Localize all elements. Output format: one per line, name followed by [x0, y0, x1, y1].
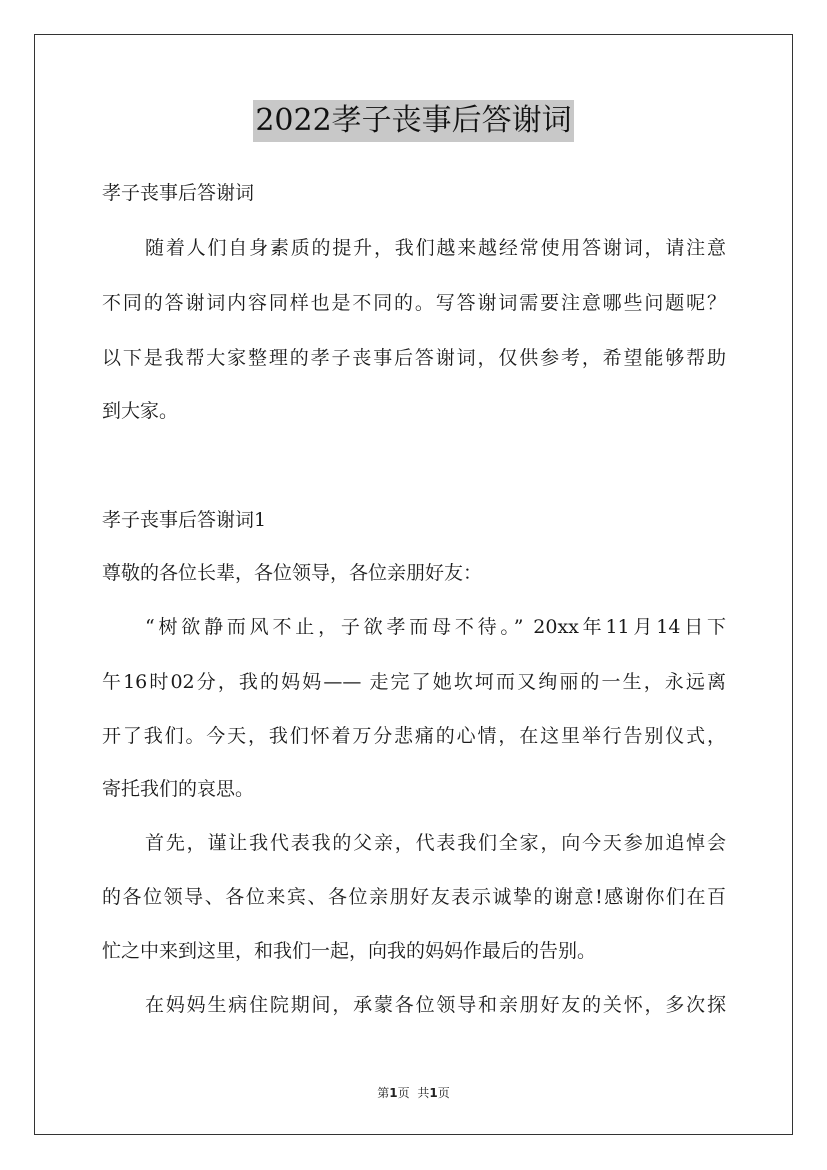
page-footer — [0, 1084, 827, 1101]
para1-line-3: 开了我们。今天，我们怀着万分悲痛的心情，在这里举行告别仪式， — [102, 725, 726, 747]
page-label-prefix: 第 — [377, 1086, 390, 1100]
intro-line-4: 到大家。 — [102, 400, 179, 422]
page-number: 1 — [389, 1086, 398, 1100]
intro-line-1: 随着人们自身素质的提升，我们越来越经常使用答谢词，请注意 — [145, 237, 726, 259]
total-pages: 1 — [429, 1086, 438, 1100]
intro-line-3: 以下是我帮大家整理的孝子丧事后答谢词，仅供参考，希望能够帮助 — [102, 347, 726, 369]
para1-line-4: 寄托我们的哀思。 — [102, 778, 255, 800]
salutation: 尊敬的各位长辈，各位领导，各位亲朋好友： — [102, 562, 483, 584]
section-heading: 孝子丧事后答谢词1 — [102, 509, 267, 531]
para1-line-2: 午16时02分，我的妈妈—— 走完了她坎坷而又绚丽的一生，永远离 — [102, 671, 726, 693]
document-subtitle: 孝子丧事后答谢词 — [102, 182, 255, 204]
intro-line-2: 不同的答谢词内容同样也是不同的。写答谢词需要注意哪些问题呢？ — [102, 292, 726, 314]
para2-line-3: 忙之中来到这里，和我们一起，向我的妈妈作最后的告别。 — [102, 940, 597, 962]
para2-line-2: 的各位领导、各位来宾、各位亲朋好友表示诚挚的谢意!感谢你们在百 — [102, 886, 726, 908]
total-label-suffix: 页 — [437, 1086, 450, 1100]
title-container — [0, 100, 827, 142]
para1-line-1: “树欲静而风不止，子欲孝而母不待。” 20xx年11月14日下 — [145, 616, 726, 638]
para3-line-1: 在妈妈生病住院期间，承蒙各位领导和亲朋好友的关怀，多次探 — [145, 994, 726, 1016]
total-label-prefix: 共 — [417, 1086, 430, 1100]
document-title: 2022孝子丧事后答谢词 — [253, 100, 573, 142]
para2-line-1: 首先，谨让我代表我的父亲，代表我们全家，向今天参加追悼会 — [145, 832, 726, 854]
page-label-suffix: 页 — [397, 1086, 410, 1100]
